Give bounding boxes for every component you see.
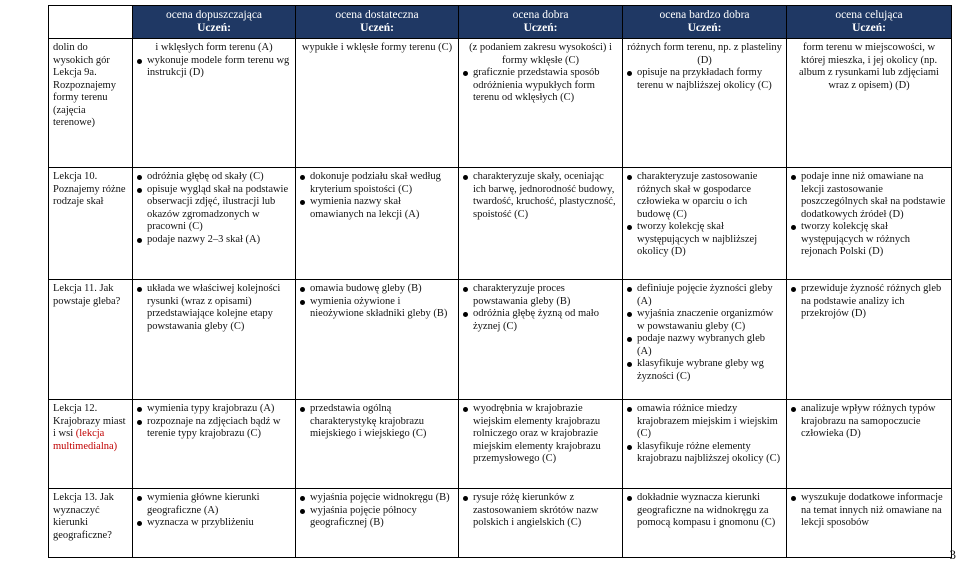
header-grade-2: ocena dostateczna Uczeń: — [296, 6, 459, 39]
lesson-title: Lekcja 13. Jak wyznaczyć kierunki geograficzne? — [49, 489, 133, 558]
requirement-cell — [459, 168, 623, 280]
requirement-item: wymienia główne kierunki geograficzne (A) — [137, 492, 291, 517]
requirement-cell — [133, 39, 296, 168]
requirement-cell — [787, 168, 952, 280]
requirement-item: charakteryzuje skały, oceniając ich barwę, jednorodność budowy, twardość, kruchość, plastyczność, spoistość (C) — [463, 171, 618, 221]
requirement-item: tworzy kolekcję skał występujących w różnych rejonach Polski (D) — [791, 221, 947, 259]
requirement-cell — [459, 400, 623, 489]
requirement-item: wyjaśnia pojęcie północy geograficznej (B) — [300, 505, 454, 530]
requirement-item: rozpoznaje na zdjęciach bądź w terenie typy krajobrazu (C) — [137, 416, 291, 441]
requirement-item: tworzy kolekcję skał występujących w najbliższej okolicy (D) — [627, 221, 782, 259]
requirement-item: wyjaśnia pojęcie widnokręgu (B) — [300, 492, 454, 505]
requirement-cell — [133, 400, 296, 489]
requirement-cell — [623, 39, 787, 168]
requirement-item: wypukłe i wklęsłe formy terenu (C) — [301, 42, 453, 53]
requirement-cell — [623, 168, 787, 280]
requirement-cell — [296, 489, 459, 558]
requirement-item: omawia różnice miedzy krajobrazem miejskim i wiejskim (C) — [627, 403, 782, 441]
page-number: 3 — [949, 547, 956, 562]
requirement-cell — [787, 489, 952, 558]
requirement-cell — [296, 168, 459, 280]
requirement-cell — [133, 168, 296, 280]
table-row — [49, 280, 952, 400]
requirement-cell — [787, 280, 952, 400]
requirement-cell — [623, 400, 787, 489]
header-lesson-blank — [49, 6, 133, 39]
requirement-item: wyznacza w przybliżeniu — [137, 517, 291, 530]
requirement-cell — [623, 280, 787, 400]
requirement-item: wymienia nazwy skał omawianych na lekcji (A) — [300, 196, 454, 221]
lesson-requirements-table — [48, 5, 952, 558]
header-grade-5: ocena celująca Uczeń: — [787, 6, 952, 39]
requirement-item: układa we właściwej kolejności rysunki (wraz z opisami) przedstawiające kolejne etapy powstawania gleby (C) — [137, 283, 291, 333]
requirement-item: analizuje wpływ różnych typów krajobrazu na samopoczucie człowieka (D) — [791, 403, 947, 441]
requirement-cell — [296, 400, 459, 489]
requirement-item: podaje nazwy 2–3 skał (A) — [137, 234, 291, 247]
requirement-item: wykonuje modele form terenu wg instrukcji (D) — [137, 55, 291, 80]
requirement-item: i wklęsłych form terenu (A) — [155, 42, 273, 53]
table-row — [49, 39, 952, 168]
requirement-item: podaje nazwy wybranych gleb (A) — [627, 333, 782, 358]
requirement-cell — [459, 489, 623, 558]
requirement-item: charakteryzuje proces powstawania gleby (B) — [463, 283, 618, 308]
header-grade-1: ocena dopuszczająca Uczeń: — [133, 6, 296, 39]
requirement-item: klasyfikuje różne elementy krajobrazu najbliższej okolicy (C) — [627, 441, 782, 466]
requirement-cell — [787, 39, 952, 168]
requirement-item: wyodrębnia w krajobrazie wiejskim elementy krajobrazu rolniczego oraz w krajobrazie miejskim elementy krajobrazu przemysłowego (C) — [463, 403, 618, 466]
requirement-item: wyjaśnia znaczenie organizmów w powstawaniu gleby (C) — [627, 308, 782, 333]
requirement-cell — [133, 280, 296, 400]
requirement-item: opisuje na przykładach formy terenu w najbliższej okolicy (C) — [627, 67, 782, 92]
requirement-item: dokładnie wyznacza kierunki geograficzne na widnokręgu za pomocą kompasu i gnomonu (C) — [627, 492, 782, 530]
header-grade-4: ocena bardzo dobra Uczeń: — [623, 6, 787, 39]
requirement-cell — [459, 280, 623, 400]
requirement-item: dokonuje podziału skał według kryterium spoistości (C) — [300, 171, 454, 196]
requirement-item: wyszukuje dodatkowe informacje na temat innych niż omawiane na lekcji sposobów — [791, 492, 947, 530]
requirement-item: podaje inne niż omawiane na lekcji zastosowanie poszczególnych skał na podstawie dodatkowych źródeł (D) — [791, 171, 947, 221]
lesson-title: Lekcja 10. Poznajemy różne rodzaje skał — [49, 168, 133, 280]
requirement-item: (z podaniem zakresu wysokości) i formy wklęsłe (C) — [469, 42, 612, 66]
requirement-cell — [787, 400, 952, 489]
requirement-item: graficznie przedstawia sposób odróżnienia wypukłych form terenu od wklęsłych (C) — [463, 67, 618, 105]
table-row — [49, 489, 952, 558]
requirement-item: odróżnia głębę od skały (C) — [137, 171, 291, 184]
requirement-item: różnych form terenu, np. z plasteliny (D) — [627, 42, 782, 66]
requirement-cell — [296, 39, 459, 168]
lesson-title: Lekcja 12. Krajobrazy miast i wsi (lekcja multimedialna) — [49, 400, 133, 489]
requirement-item: form terenu w miejscowości, w której mieszka, i jej okolicy (np. album z rysunkami lub zdjęciami wraz z opisem) (D) — [799, 42, 939, 91]
requirement-item: omawia budowę gleby (B) — [300, 283, 454, 296]
header-grade-3: ocena dobra Uczeń: — [459, 6, 623, 39]
requirement-item: wymienia ożywione i nieożywione składniki gleby (B) — [300, 296, 454, 321]
requirement-item: przedstawia ogólną charakterystykę krajobrazu miejskiego i wiejskiego (C) — [300, 403, 454, 441]
requirement-item: przewiduje żyzność różnych gleb na podstawie analizy ich przekrojów (D) — [791, 283, 947, 321]
requirement-cell — [133, 489, 296, 558]
lesson-title: dolin do wysokich gór Lekcja 9a. Rozpoznajemy formy terenu (zajęcia terenowe) — [49, 39, 133, 168]
requirement-item: definiuje pojęcie żyzności gleby (A) — [627, 283, 782, 308]
requirement-item: wymienia typy krajobrazu (A) — [137, 403, 291, 416]
table-row — [49, 400, 952, 489]
requirement-cell — [623, 489, 787, 558]
requirement-item: klasyfikuje wybrane gleby wg żyzności (C) — [627, 358, 782, 383]
header-row — [49, 6, 952, 39]
table-row — [49, 168, 952, 280]
lesson-multimedia-note: (lekcja multimedialna) — [53, 428, 118, 452]
requirement-item: odróżnia głębę żyzną od mało żyznej (C) — [463, 308, 618, 333]
requirement-item: rysuje różę kierunków z zastosowaniem skrótów nazw polskich i angielskich (C) — [463, 492, 618, 530]
requirement-cell — [296, 280, 459, 400]
requirement-item: opisuje wygląd skał na podstawie obserwacji zdjęć, ilustracji lub okazów zgromadzonych w pracowni (C) — [137, 184, 291, 234]
requirement-cell — [459, 39, 623, 168]
requirement-item: charakteryzuje zastosowanie różnych skał w gospodarce człowieka w oparciu o ich budowę (C) — [627, 171, 782, 221]
lesson-title: Lekcja 11. Jak powstaje gleba? — [49, 280, 133, 400]
